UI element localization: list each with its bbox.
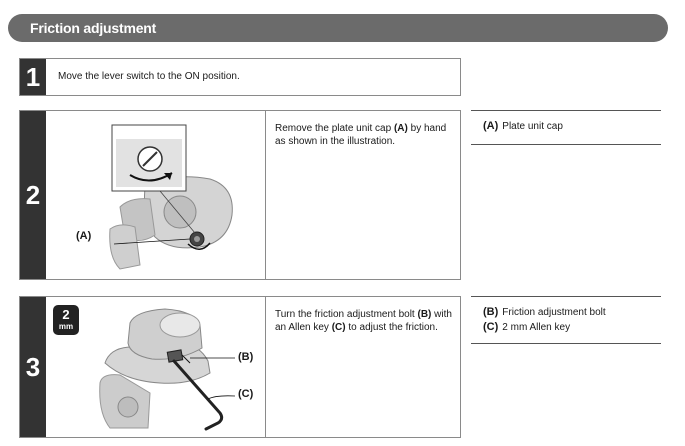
legend-label-c: 2 mm Allen key	[502, 322, 571, 333]
step-3-text	[275, 308, 457, 334]
step-3-text-part3: to adjust the friction.	[345, 322, 438, 333]
step-3-divider	[265, 297, 266, 437]
section-header	[8, 14, 668, 42]
legend-row-c	[483, 320, 661, 335]
legend-step-3	[471, 296, 661, 344]
legend-key-b: (B)	[483, 306, 499, 318]
step-1-text: Move the lever switch to the ON position.	[58, 71, 240, 82]
step-2-divider	[265, 111, 266, 279]
section-title: Friction adjustment	[30, 20, 157, 36]
badge-value: 2	[62, 307, 70, 322]
step-2	[19, 110, 461, 280]
friction-bolt-illustration	[90, 303, 260, 433]
step-3	[19, 296, 461, 438]
legend-key-c: (C)	[483, 321, 499, 333]
step-3-key-b: (B)	[417, 309, 432, 320]
legend-key-a: (A)	[483, 120, 499, 132]
step-3-text-part1: Turn the friction adjustment bolt	[275, 309, 418, 320]
legend-step-2	[471, 110, 661, 145]
legend-label-a: Plate unit cap	[502, 121, 563, 132]
step-3-number: 3	[20, 297, 46, 437]
step-2-text-part2: by hand as shown in the illustration.	[275, 123, 447, 147]
derailleur-cap-illustration	[50, 117, 260, 275]
step-1	[19, 58, 461, 96]
badge-unit: mm	[58, 322, 74, 331]
step-2-text	[275, 122, 455, 148]
allen-key-size-badge	[53, 305, 79, 335]
step-3-key-c: (C)	[331, 322, 346, 333]
legend-row-a	[483, 119, 661, 134]
step-2-key: (A)	[393, 123, 408, 134]
callout-c: (C)	[238, 388, 254, 400]
legend-label-b: Friction adjustment bolt	[502, 307, 606, 318]
step-2-number: 2	[20, 111, 46, 279]
callout-b: (B)	[238, 351, 254, 363]
step-3-text-part2: with an Allen key	[275, 309, 452, 333]
legend-row-b	[483, 305, 661, 320]
step-1-number: 1	[20, 59, 46, 95]
step-2-text-part1: Remove the plate unit cap	[275, 123, 394, 134]
callout-a: (A)	[76, 230, 92, 242]
